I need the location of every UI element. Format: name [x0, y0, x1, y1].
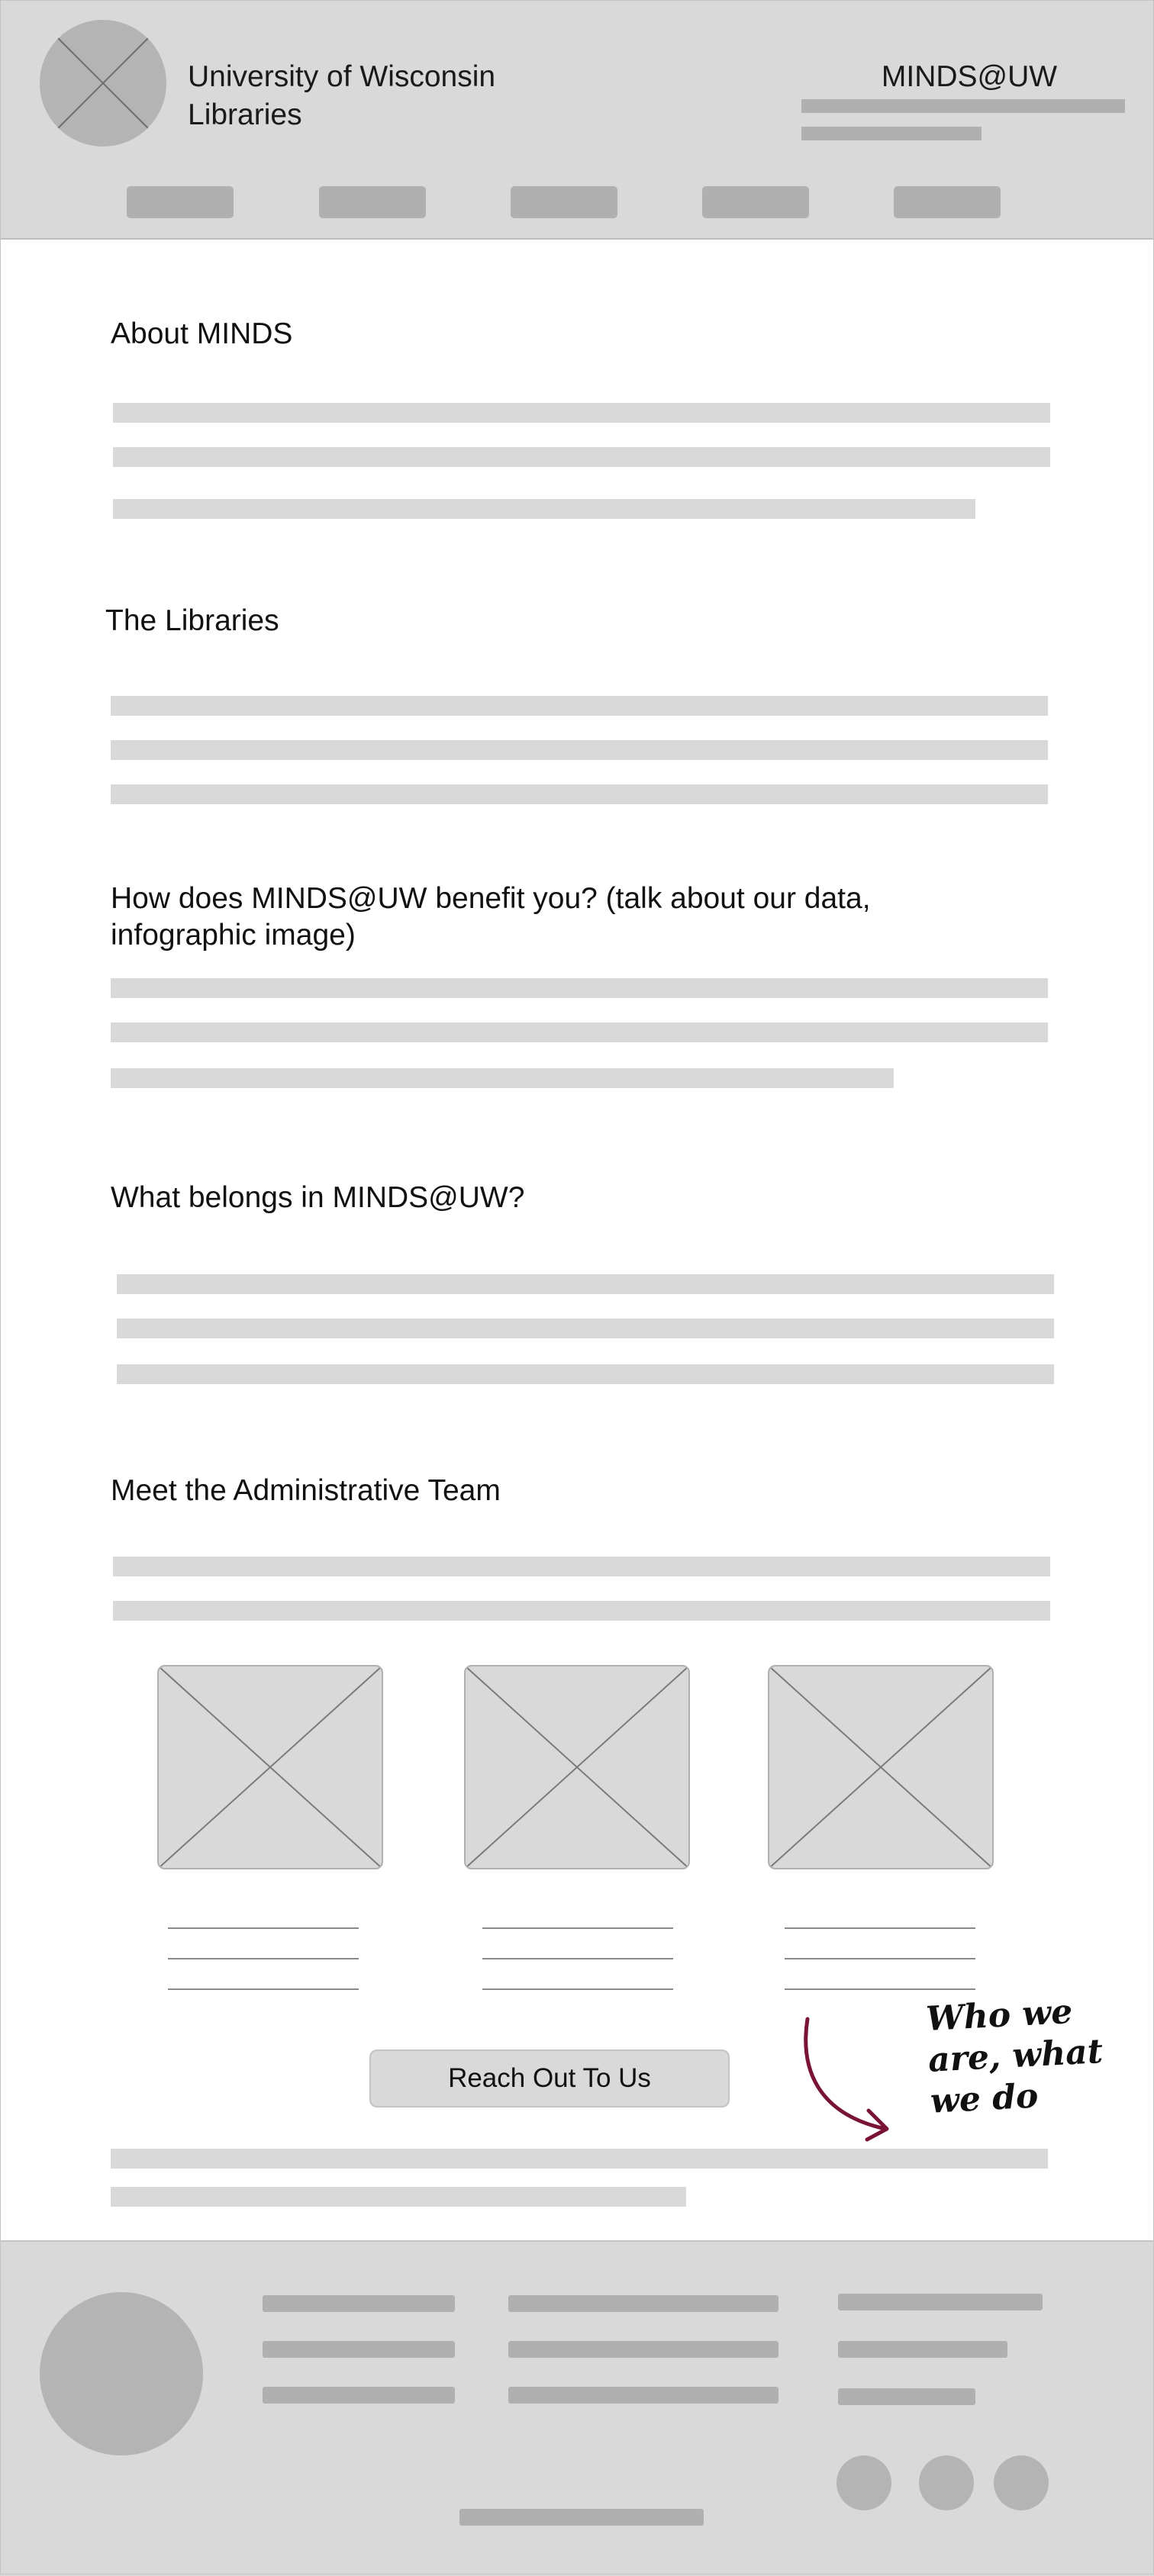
team-member-info-line [785, 1958, 975, 1959]
nav-item-1[interactable] [127, 186, 234, 218]
footer-copyright-bar [459, 2509, 704, 2526]
text-placeholder [111, 1022, 1048, 1042]
team-member-photo-icon[interactable] [768, 1665, 994, 1869]
text-placeholder [111, 2187, 686, 2207]
annotation-note [925, 1987, 1154, 2122]
text-placeholder [111, 978, 1048, 998]
footer-link[interactable] [838, 2294, 1043, 2310]
annotation-line3: we do [929, 2076, 1040, 2121]
footer-link[interactable] [263, 2387, 455, 2404]
text-placeholder [117, 1364, 1054, 1384]
social-icon[interactable] [994, 2455, 1049, 2510]
section-heading-team: Meet the Administrative Team [111, 1474, 501, 1507]
header-search-bar[interactable] [801, 99, 1125, 113]
brand-title[interactable]: MINDS@UW [881, 60, 1058, 93]
footer-link[interactable] [838, 2341, 1007, 2358]
nav-item-4[interactable] [702, 186, 809, 218]
text-placeholder [113, 447, 1050, 467]
footer-link[interactable] [508, 2387, 778, 2404]
footer-link[interactable] [508, 2295, 778, 2312]
footer-link[interactable] [263, 2341, 455, 2358]
section-heading-about: About MINDS [111, 317, 293, 350]
site-name[interactable] [188, 58, 495, 134]
footer-logo-icon[interactable] [40, 2292, 203, 2455]
site-name-line1: University of Wisconsin [188, 60, 496, 93]
section-heading-libraries: The Libraries [105, 604, 279, 637]
site-footer [0, 2240, 1154, 2576]
logo-placeholder-icon[interactable] [40, 20, 166, 147]
nav-item-2[interactable] [319, 186, 426, 218]
nav-item-5[interactable] [894, 186, 1001, 218]
social-icon[interactable] [919, 2455, 974, 2510]
text-placeholder [111, 1068, 894, 1088]
text-placeholder [111, 696, 1048, 716]
team-member-info-line [785, 1927, 975, 1929]
nav-item-3[interactable] [511, 186, 617, 218]
text-placeholder [113, 1601, 1050, 1621]
curved-arrow-icon [794, 2014, 901, 2144]
footer-link[interactable] [508, 2341, 778, 2358]
text-placeholder [113, 403, 1050, 423]
team-member-photo-icon[interactable] [157, 1665, 383, 1869]
annotation-line1: Who we [925, 1992, 1074, 2039]
text-placeholder [111, 2149, 1048, 2169]
benefit-heading-line1: How does MINDS@UW benefit you? (talk about our data, [111, 882, 871, 915]
text-placeholder [111, 740, 1048, 760]
team-member-info-line [482, 1988, 673, 1990]
footer-link[interactable] [263, 2295, 455, 2312]
team-member-info-line [785, 1988, 975, 1990]
section-heading-what-belongs: What belongs in MINDS@UW? [111, 1181, 525, 1214]
text-placeholder [111, 784, 1048, 804]
annotation-line2: are, what [927, 2031, 1104, 2080]
header-sub-bar[interactable] [801, 127, 982, 140]
benefit-heading-line2: infographic image) [111, 919, 356, 952]
site-header [0, 0, 1154, 168]
section-heading-benefit [111, 881, 871, 954]
team-member-photo-icon[interactable] [464, 1665, 690, 1869]
reach-out-button[interactable]: Reach Out To Us [369, 2050, 730, 2107]
team-member-info-line [482, 1958, 673, 1959]
main-nav [0, 166, 1154, 240]
team-member-info-line [168, 1988, 359, 1990]
team-member-info-line [168, 1958, 359, 1959]
text-placeholder [113, 499, 975, 519]
social-icon[interactable] [836, 2455, 891, 2510]
text-placeholder [117, 1274, 1054, 1294]
text-placeholder [117, 1319, 1054, 1338]
team-member-info-line [168, 1927, 359, 1929]
site-name-line2: Libraries [188, 98, 302, 131]
footer-link[interactable] [838, 2388, 975, 2405]
text-placeholder [113, 1557, 1050, 1576]
team-member-info-line [482, 1927, 673, 1929]
